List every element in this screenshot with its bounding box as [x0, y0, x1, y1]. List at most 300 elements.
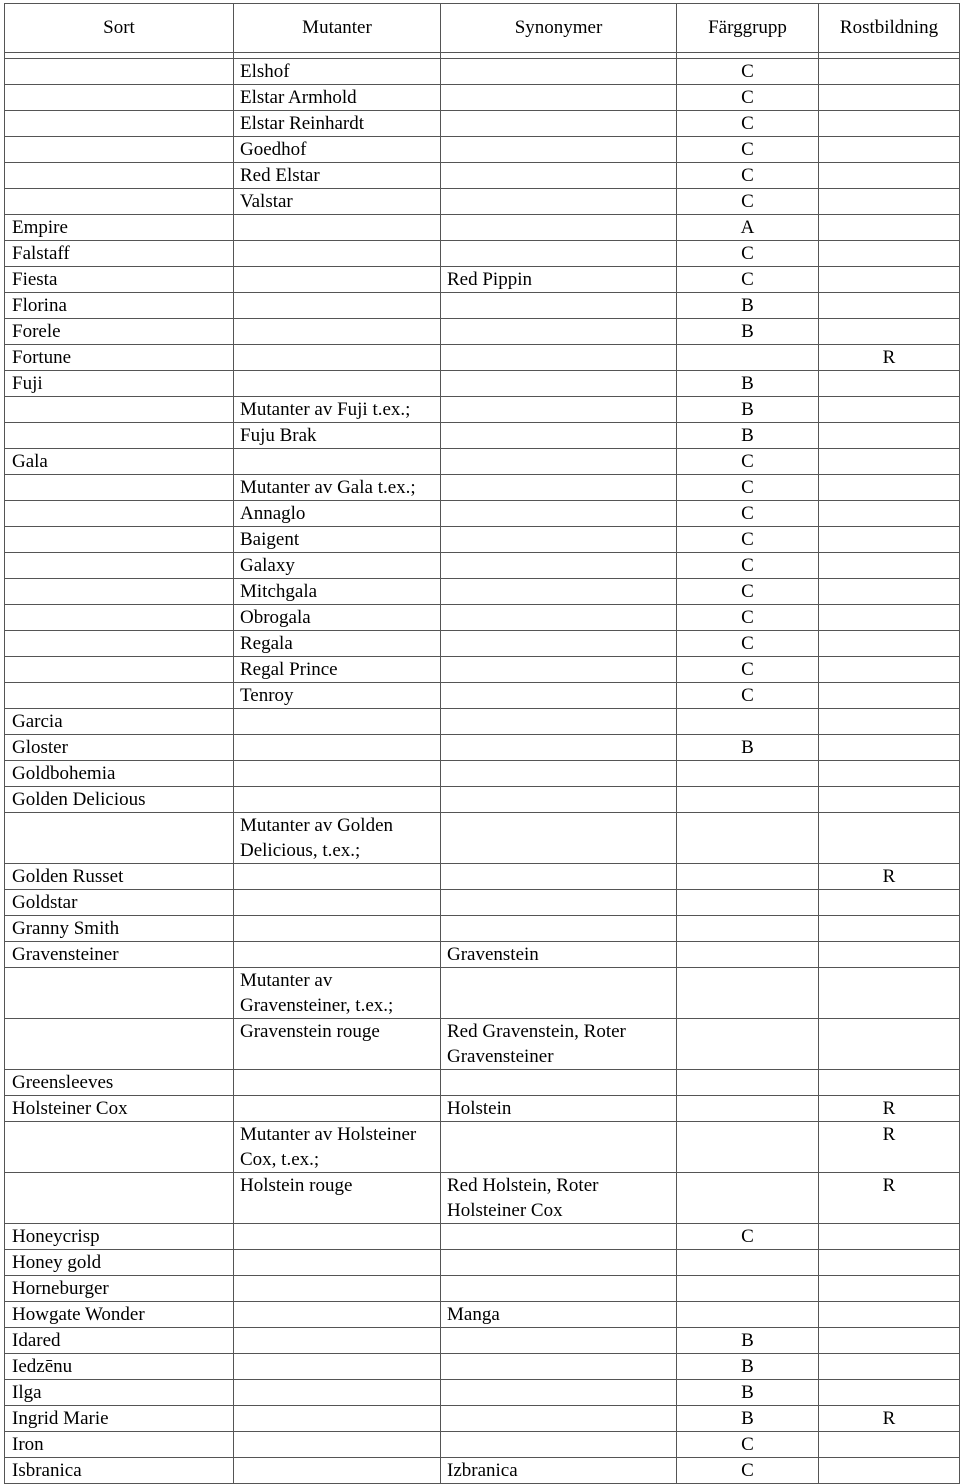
cell-rostbildning	[819, 1354, 960, 1380]
cell-synonymer	[441, 345, 677, 371]
table-row	[5, 267, 960, 293]
cell-mutanter	[234, 916, 441, 942]
cell-sort	[5, 631, 234, 657]
cell-sort: Howgate Wonder	[5, 1302, 234, 1328]
cell-mutanter: Mitchgala	[234, 579, 441, 605]
cell-farggrupp: C	[677, 475, 819, 501]
cell-mutanter	[234, 319, 441, 345]
cell-sort	[5, 1173, 234, 1224]
cell-rostbildning: R	[819, 1096, 960, 1122]
cell-rostbildning	[819, 579, 960, 605]
table-row	[5, 631, 960, 657]
cell-synonymer	[441, 1276, 677, 1302]
cell-farggrupp: B	[677, 1380, 819, 1406]
cell-synonymer: Red Pippin	[441, 267, 677, 293]
cell-rostbildning	[819, 189, 960, 215]
cell-sort	[5, 501, 234, 527]
cell-farggrupp: C	[677, 553, 819, 579]
cell-mutanter	[234, 1458, 441, 1484]
cell-farggrupp	[677, 864, 819, 890]
cell-synonymer	[441, 85, 677, 111]
cell-sort	[5, 423, 234, 449]
table-row	[5, 890, 960, 916]
cell-sort: Ingrid Marie	[5, 1406, 234, 1432]
cell-rostbildning	[819, 787, 960, 813]
cell-rostbildning	[819, 267, 960, 293]
cell-farggrupp: B	[677, 1328, 819, 1354]
table-row	[5, 1250, 960, 1276]
cell-synonymer	[441, 527, 677, 553]
cell-synonymer	[441, 605, 677, 631]
cell-synonymer	[441, 916, 677, 942]
cell-rostbildning	[819, 631, 960, 657]
cell-farggrupp	[677, 1096, 819, 1122]
table-row	[5, 1070, 960, 1096]
cell-mutanter: Red Elstar	[234, 163, 441, 189]
cell-synonymer	[441, 397, 677, 423]
cell-sort: Falstaff	[5, 241, 234, 267]
cell-synonymer	[441, 579, 677, 605]
cell-mutanter: Valstar	[234, 189, 441, 215]
document-page	[4, 3, 959, 1484]
cell-synonymer	[441, 968, 677, 1019]
table-row	[5, 787, 960, 813]
cell-mutanter	[234, 787, 441, 813]
table-row	[5, 449, 960, 475]
cell-sort: Florina	[5, 293, 234, 319]
cell-rostbildning	[819, 1250, 960, 1276]
cell-farggrupp	[677, 1250, 819, 1276]
cell-mutanter: Mutanter av Fuji t.ex.;	[234, 397, 441, 423]
cell-rostbildning	[819, 423, 960, 449]
cell-sort: Horneburger	[5, 1276, 234, 1302]
cell-rostbildning: R	[819, 1406, 960, 1432]
cell-mutanter	[234, 241, 441, 267]
cell-mutanter	[234, 1432, 441, 1458]
cell-mutanter	[234, 345, 441, 371]
cell-rostbildning	[819, 371, 960, 397]
cell-rostbildning	[819, 1224, 960, 1250]
cell-rostbildning	[819, 813, 960, 864]
cell-farggrupp: B	[677, 1406, 819, 1432]
header-sort: Sort	[5, 4, 234, 53]
cell-mutanter: Goedhof	[234, 137, 441, 163]
header-rostbildning: Rostbildning	[819, 4, 960, 53]
header-farggrupp: Färggrupp	[677, 4, 819, 53]
cell-farggrupp: C	[677, 1224, 819, 1250]
table-body	[5, 53, 960, 1484]
table-row	[5, 657, 960, 683]
cell-rostbildning: R	[819, 864, 960, 890]
cell-rostbildning	[819, 968, 960, 1019]
table-row	[5, 579, 960, 605]
cell-synonymer	[441, 163, 677, 189]
table-row	[5, 85, 960, 111]
cell-synonymer: Red Holstein, Roter Holsteiner Cox	[441, 1173, 677, 1224]
table-row	[5, 241, 960, 267]
cell-mutanter	[234, 293, 441, 319]
cell-farggrupp: C	[677, 449, 819, 475]
cell-mutanter	[234, 1302, 441, 1328]
table-row	[5, 137, 960, 163]
cell-farggrupp: B	[677, 371, 819, 397]
cell-mutanter: Gravenstein rouge	[234, 1019, 441, 1070]
cell-sort	[5, 59, 234, 85]
cell-sort	[5, 968, 234, 1019]
cell-synonymer	[441, 1224, 677, 1250]
cell-synonymer	[441, 553, 677, 579]
cell-farggrupp: C	[677, 527, 819, 553]
cell-sort: Granny Smith	[5, 916, 234, 942]
cell-rostbildning	[819, 605, 960, 631]
cell-sort	[5, 111, 234, 137]
cell-mutanter	[234, 761, 441, 787]
cell-synonymer: Holstein	[441, 1096, 677, 1122]
cell-mutanter	[234, 1096, 441, 1122]
cell-sort: Goldbohemia	[5, 761, 234, 787]
cell-farggrupp: B	[677, 1354, 819, 1380]
cell-sort: Garcia	[5, 709, 234, 735]
cell-rostbildning	[819, 735, 960, 761]
cell-mutanter	[234, 709, 441, 735]
cell-synonymer	[441, 787, 677, 813]
cell-sort: Golden Russet	[5, 864, 234, 890]
cell-rostbildning: R	[819, 1173, 960, 1224]
cell-sort	[5, 1122, 234, 1173]
cell-mutanter	[234, 1276, 441, 1302]
cell-mutanter: Elshof	[234, 59, 441, 85]
cell-synonymer	[441, 890, 677, 916]
cell-farggrupp	[677, 1070, 819, 1096]
cell-sort: Isbranica	[5, 1458, 234, 1484]
cell-synonymer	[441, 189, 677, 215]
cell-rostbildning: R	[819, 1122, 960, 1173]
table-row	[5, 1380, 960, 1406]
cell-mutanter: Elstar Reinhardt	[234, 111, 441, 137]
cell-sort	[5, 813, 234, 864]
cell-rostbildning	[819, 1302, 960, 1328]
cell-synonymer	[441, 319, 677, 345]
cell-rostbildning	[819, 1019, 960, 1070]
cell-farggrupp: B	[677, 735, 819, 761]
cell-mutanter	[234, 864, 441, 890]
cell-farggrupp: C	[677, 605, 819, 631]
cell-mutanter: Mutanter av Gravensteiner, t.ex.;	[234, 968, 441, 1019]
cell-synonymer	[441, 293, 677, 319]
table-row	[5, 215, 960, 241]
cell-synonymer	[441, 1328, 677, 1354]
cell-rostbildning	[819, 1328, 960, 1354]
cell-mutanter: Mutanter av Gala t.ex.;	[234, 475, 441, 501]
cell-synonymer	[441, 735, 677, 761]
table-row	[5, 916, 960, 942]
cell-sort	[5, 579, 234, 605]
table-row	[5, 111, 960, 137]
cell-mutanter	[234, 1328, 441, 1354]
cell-synonymer	[441, 1122, 677, 1173]
cell-rostbildning	[819, 293, 960, 319]
cell-synonymer: Gravenstein	[441, 942, 677, 968]
cell-sort	[5, 1019, 234, 1070]
cell-farggrupp	[677, 1019, 819, 1070]
cell-synonymer	[441, 1380, 677, 1406]
cell-sort: Fortune	[5, 345, 234, 371]
table-row	[5, 864, 960, 890]
cell-mutanter	[234, 1250, 441, 1276]
cell-farggrupp	[677, 1302, 819, 1328]
table-row	[5, 942, 960, 968]
cell-mutanter	[234, 942, 441, 968]
cell-synonymer	[441, 709, 677, 735]
table-row	[5, 605, 960, 631]
cell-rostbildning: R	[819, 345, 960, 371]
cell-mutanter	[234, 890, 441, 916]
cell-farggrupp	[677, 890, 819, 916]
cell-synonymer	[441, 1432, 677, 1458]
cell-synonymer	[441, 137, 677, 163]
cell-sort: Goldstar	[5, 890, 234, 916]
cell-mutanter	[234, 1354, 441, 1380]
table-row	[5, 189, 960, 215]
table-row	[5, 1406, 960, 1432]
header-row	[5, 4, 960, 53]
table-row	[5, 1096, 960, 1122]
table-row	[5, 735, 960, 761]
cell-sort: Gravensteiner	[5, 942, 234, 968]
cell-mutanter: Baigent	[234, 527, 441, 553]
table-row	[5, 968, 960, 1019]
apple-variety-table	[4, 3, 960, 1484]
cell-mutanter: Tenroy	[234, 683, 441, 709]
cell-sort: Holsteiner Cox	[5, 1096, 234, 1122]
cell-rostbildning	[819, 553, 960, 579]
cell-synonymer	[441, 1406, 677, 1432]
cell-sort	[5, 605, 234, 631]
table-row	[5, 475, 960, 501]
cell-farggrupp	[677, 1276, 819, 1302]
cell-mutanter	[234, 1406, 441, 1432]
table-row	[5, 709, 960, 735]
cell-synonymer	[441, 813, 677, 864]
cell-rostbildning	[819, 683, 960, 709]
cell-synonymer	[441, 761, 677, 787]
cell-farggrupp	[677, 1122, 819, 1173]
cell-mutanter	[234, 735, 441, 761]
cell-rostbildning	[819, 241, 960, 267]
cell-farggrupp: C	[677, 85, 819, 111]
table-row	[5, 293, 960, 319]
table-row	[5, 59, 960, 85]
cell-sort: Iedzēnu	[5, 1354, 234, 1380]
cell-synonymer	[441, 1250, 677, 1276]
cell-mutanter	[234, 1224, 441, 1250]
table-row	[5, 423, 960, 449]
cell-rostbildning	[819, 397, 960, 423]
cell-rostbildning	[819, 709, 960, 735]
cell-farggrupp	[677, 968, 819, 1019]
table-row	[5, 1354, 960, 1380]
cell-mutanter: Regala	[234, 631, 441, 657]
cell-mutanter: Annaglo	[234, 501, 441, 527]
cell-farggrupp	[677, 916, 819, 942]
cell-farggrupp: C	[677, 501, 819, 527]
cell-farggrupp: C	[677, 1458, 819, 1484]
cell-mutanter: Obrogala	[234, 605, 441, 631]
cell-synonymer	[441, 475, 677, 501]
cell-mutanter: Mutanter av Holsteiner Cox, t.ex.;	[234, 1122, 441, 1173]
cell-synonymer	[441, 111, 677, 137]
cell-rostbildning	[819, 1458, 960, 1484]
header-mutanter: Mutanter	[234, 4, 441, 53]
cell-rostbildning	[819, 163, 960, 189]
cell-synonymer: Red Gravenstein, Roter Gravensteiner	[441, 1019, 677, 1070]
cell-rostbildning	[819, 527, 960, 553]
table-row	[5, 319, 960, 345]
table-row	[5, 501, 960, 527]
table-row	[5, 761, 960, 787]
cell-rostbildning	[819, 475, 960, 501]
table-row	[5, 1276, 960, 1302]
cell-rostbildning	[819, 59, 960, 85]
cell-farggrupp	[677, 761, 819, 787]
cell-rostbildning	[819, 1276, 960, 1302]
table-row	[5, 1019, 960, 1070]
cell-rostbildning	[819, 85, 960, 111]
cell-mutanter: Regal Prince	[234, 657, 441, 683]
cell-farggrupp: C	[677, 163, 819, 189]
cell-farggrupp: C	[677, 267, 819, 293]
cell-synonymer	[441, 657, 677, 683]
cell-mutanter	[234, 1070, 441, 1096]
cell-farggrupp: B	[677, 319, 819, 345]
cell-sort: Ilga	[5, 1380, 234, 1406]
cell-rostbildning	[819, 215, 960, 241]
cell-sort	[5, 137, 234, 163]
table-row	[5, 1122, 960, 1173]
cell-farggrupp: C	[677, 111, 819, 137]
cell-sort	[5, 683, 234, 709]
table-row	[5, 683, 960, 709]
table-row	[5, 1224, 960, 1250]
cell-sort: Greensleeves	[5, 1070, 234, 1096]
cell-rostbildning	[819, 111, 960, 137]
table-row	[5, 1328, 960, 1354]
cell-synonymer	[441, 241, 677, 267]
cell-sort: Iron	[5, 1432, 234, 1458]
cell-sort: Fuji	[5, 371, 234, 397]
cell-synonymer	[441, 1354, 677, 1380]
cell-rostbildning	[819, 890, 960, 916]
cell-rostbildning	[819, 1432, 960, 1458]
cell-sort: Gloster	[5, 735, 234, 761]
cell-sort: Forele	[5, 319, 234, 345]
cell-synonymer	[441, 864, 677, 890]
cell-rostbildning	[819, 657, 960, 683]
cell-farggrupp: A	[677, 215, 819, 241]
cell-rostbildning	[819, 916, 960, 942]
cell-sort	[5, 189, 234, 215]
cell-rostbildning	[819, 501, 960, 527]
cell-farggrupp	[677, 787, 819, 813]
cell-sort	[5, 85, 234, 111]
cell-mutanter	[234, 267, 441, 293]
table-row	[5, 371, 960, 397]
cell-farggrupp: C	[677, 137, 819, 163]
cell-sort	[5, 163, 234, 189]
table-row	[5, 813, 960, 864]
cell-farggrupp: C	[677, 241, 819, 267]
cell-mutanter	[234, 449, 441, 475]
cell-farggrupp: C	[677, 59, 819, 85]
cell-mutanter: Elstar Armhold	[234, 85, 441, 111]
cell-mutanter: Holstein rouge	[234, 1173, 441, 1224]
cell-rostbildning	[819, 449, 960, 475]
cell-rostbildning	[819, 137, 960, 163]
cell-rostbildning	[819, 319, 960, 345]
cell-sort	[5, 397, 234, 423]
cell-sort: Honey gold	[5, 1250, 234, 1276]
cell-farggrupp	[677, 813, 819, 864]
cell-farggrupp	[677, 1173, 819, 1224]
cell-farggrupp: C	[677, 657, 819, 683]
cell-sort	[5, 657, 234, 683]
header-synonymer: Synonymer	[441, 4, 677, 53]
table-row	[5, 1302, 960, 1328]
cell-farggrupp: C	[677, 631, 819, 657]
cell-farggrupp	[677, 709, 819, 735]
cell-rostbildning	[819, 1380, 960, 1406]
cell-sort: Idared	[5, 1328, 234, 1354]
table-row	[5, 1173, 960, 1224]
cell-rostbildning	[819, 761, 960, 787]
cell-mutanter	[234, 215, 441, 241]
table-row	[5, 163, 960, 189]
cell-mutanter: Galaxy	[234, 553, 441, 579]
cell-synonymer	[441, 683, 677, 709]
table-row	[5, 1432, 960, 1458]
table-row	[5, 397, 960, 423]
cell-farggrupp: C	[677, 579, 819, 605]
cell-farggrupp: C	[677, 683, 819, 709]
cell-rostbildning	[819, 942, 960, 968]
cell-synonymer	[441, 501, 677, 527]
cell-sort: Fiesta	[5, 267, 234, 293]
cell-sort: Gala	[5, 449, 234, 475]
table-row	[5, 345, 960, 371]
cell-synonymer	[441, 59, 677, 85]
cell-farggrupp: C	[677, 189, 819, 215]
cell-mutanter	[234, 371, 441, 397]
cell-mutanter: Fuju Brak	[234, 423, 441, 449]
cell-farggrupp: B	[677, 397, 819, 423]
cell-synonymer	[441, 1070, 677, 1096]
cell-synonymer	[441, 631, 677, 657]
cell-farggrupp: B	[677, 293, 819, 319]
cell-mutanter	[234, 1380, 441, 1406]
table-row	[5, 527, 960, 553]
cell-farggrupp: B	[677, 423, 819, 449]
cell-synonymer	[441, 215, 677, 241]
table-row	[5, 553, 960, 579]
cell-farggrupp	[677, 942, 819, 968]
cell-sort	[5, 475, 234, 501]
cell-mutanter: Mutanter av Golden Delicious, t.ex.;	[234, 813, 441, 864]
cell-rostbildning	[819, 1070, 960, 1096]
cell-synonymer: Izbranica	[441, 1458, 677, 1484]
cell-sort	[5, 553, 234, 579]
cell-sort: Golden Delicious	[5, 787, 234, 813]
table-row	[5, 1458, 960, 1484]
